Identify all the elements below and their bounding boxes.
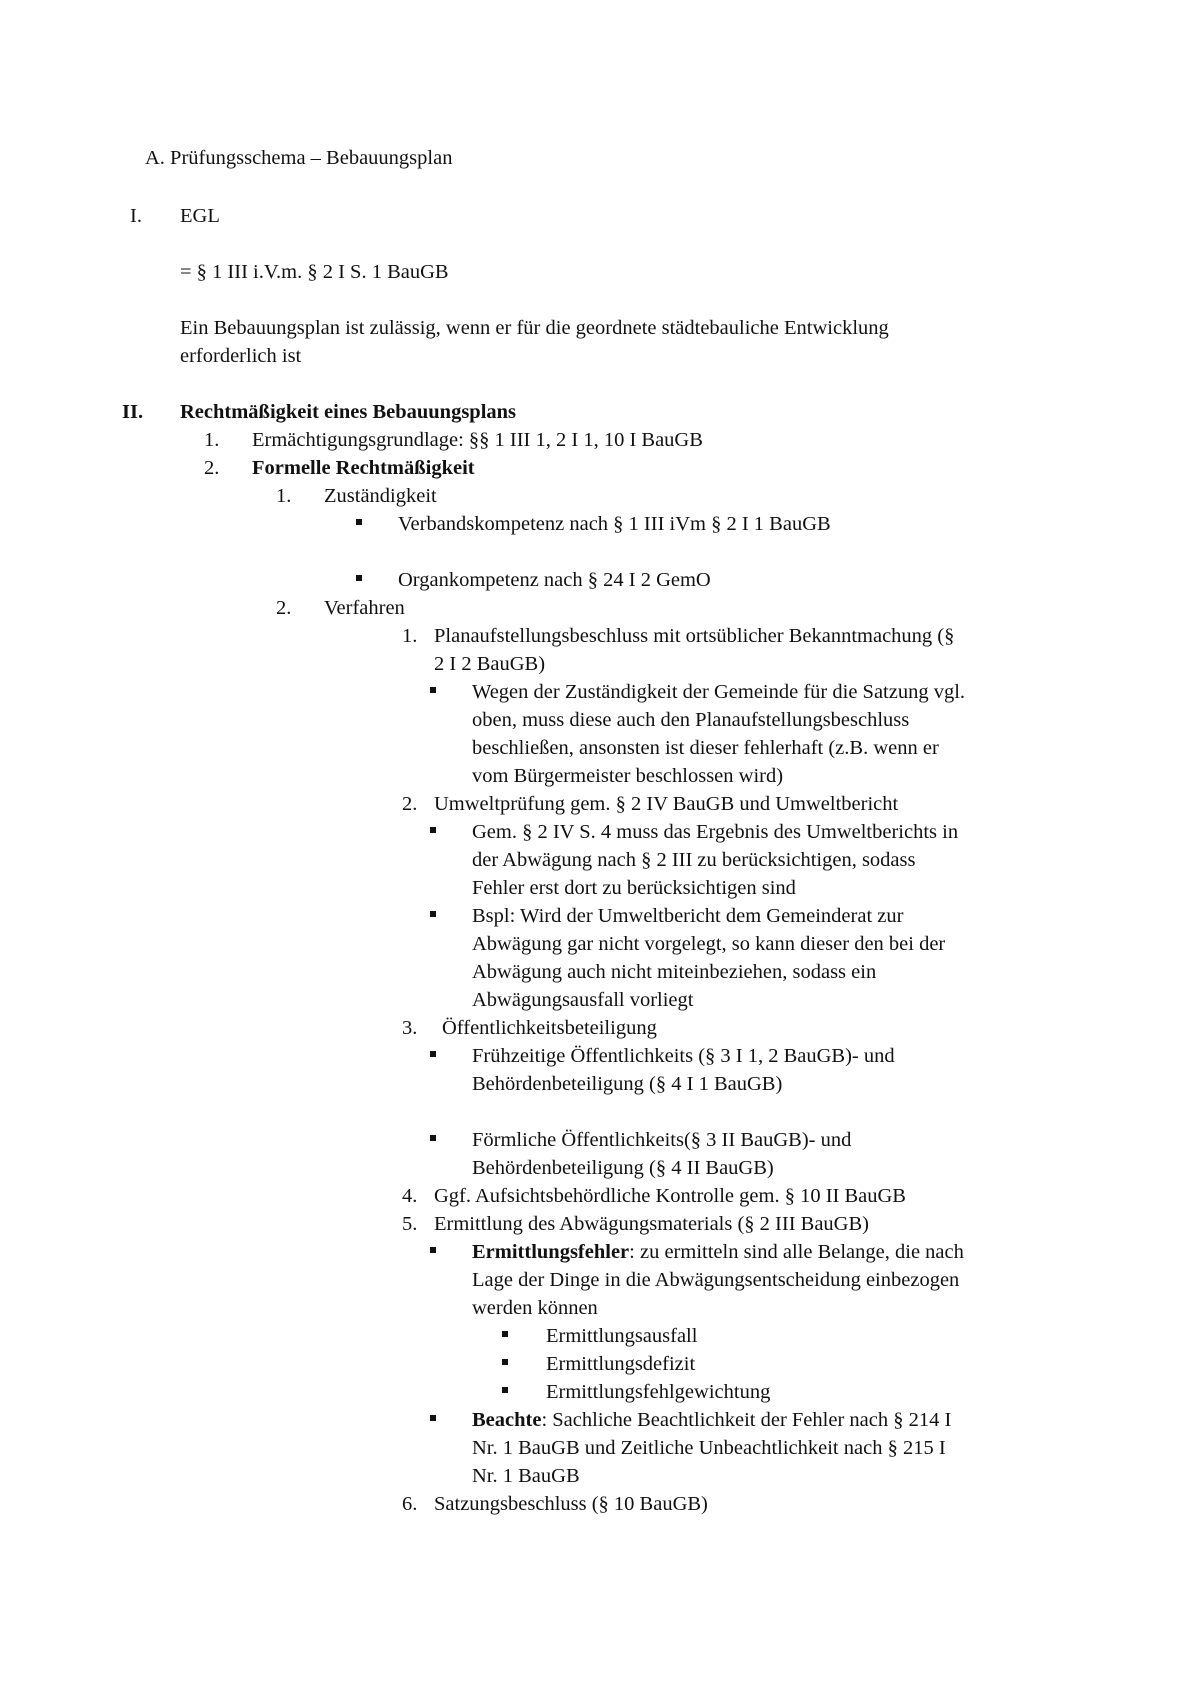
section-1-text-line: Ein Bebauungsplan ist zulässig, wenn er für die geordnete städtebauliche Entwicklung xyxy=(180,317,889,339)
step-1-bullet-line: beschließen, ansonsten ist dieser fehlerhaft (z.B. wenn er xyxy=(472,737,939,759)
step-2-bullet-line: Gem. § 2 IV S. 4 muss das Ergebnis des Umweltberichts in xyxy=(472,821,959,843)
step-1-text: 2 I 2 BauGB) xyxy=(434,653,546,675)
section-1-formula: = § 1 III i.V.m. § 2 I S. 1 BauGB xyxy=(180,261,449,283)
step-3-number: 3. xyxy=(402,1017,418,1039)
step-5-bullet-line xyxy=(472,1408,951,1432)
step-2-bullet-line: Fehler erst dort zu berücksichtigen sind xyxy=(472,877,796,899)
sub-1-number: 1. xyxy=(276,485,292,507)
step-5-number: 5. xyxy=(402,1213,418,1235)
step-1-bullet-line: oben, muss diese auch den Planaufstellungsbeschluss xyxy=(472,709,910,731)
subbullet-ermittlungsausfall: Ermittlungsausfall xyxy=(546,1325,698,1347)
step-5-bullet-line: Nr. 1 BauGB xyxy=(472,1465,580,1487)
beachte-text: : Sachliche Beachtlichkeit der Fehler nach § 214 I xyxy=(541,1409,952,1431)
step-6-number: 6. xyxy=(402,1493,418,1515)
bullet-icon xyxy=(356,575,362,581)
step-2-bullet-line: Abwägung auch nicht miteinbeziehen, sodass ein xyxy=(472,961,877,983)
sub-1-heading: Zuständigkeit xyxy=(324,485,437,507)
document-title: A. Prüfungsschema – Bebauungsplan xyxy=(145,147,453,169)
bullet-icon xyxy=(356,519,362,525)
section-2-heading: Rechtmäßigkeit eines Bebauungsplans xyxy=(180,401,517,423)
bullet-icon xyxy=(502,1359,508,1365)
step-4-number: 4. xyxy=(402,1185,418,1207)
step-5-bullet-line: Nr. 1 BauGB und Zeitliche Unbeachtlichkeit nach § 215 I xyxy=(472,1437,946,1459)
item-1-number: 1. xyxy=(204,429,220,451)
step-3-bullet-line: Behördenbeteiligung (§ 4 II BauGB) xyxy=(472,1157,774,1179)
bullet-icon xyxy=(430,1415,436,1421)
step-2-text: Umweltprüfung gem. § 2 IV BauGB und Umweltbericht xyxy=(434,793,899,815)
bullet-icon xyxy=(430,1247,436,1253)
beachte-label: Beachte xyxy=(472,1409,542,1431)
step-2-bullet-line: Abwägungsausfall vorliegt xyxy=(472,989,694,1011)
step-4-text: Ggf. Aufsichtsbehördliche Kontrolle gem. § 10 II BauGB xyxy=(434,1185,906,1207)
subbullet-ermittlungsfehlgewichtung: Ermittlungsfehlgewichtung xyxy=(546,1381,771,1403)
bullet-icon xyxy=(430,911,436,917)
section-1-number: I. xyxy=(130,205,142,227)
bullet-icon xyxy=(502,1331,508,1337)
ermittlungsfehler-text: : zu ermitteln sind alle Belange, die nach xyxy=(629,1241,964,1263)
step-6-text: Satzungsbeschluss (§ 10 BauGB) xyxy=(434,1493,708,1515)
bullet-icon xyxy=(430,1135,436,1141)
sub-2-number: 2. xyxy=(276,597,292,619)
step-1-text: Planaufstellungsbeschluss mit ortsüblicher Bekanntmachung (§ xyxy=(434,625,955,647)
step-5-bullet-line xyxy=(472,1240,964,1264)
step-3-bullet-line: Förmliche Öffentlichkeits(§ 3 II BauGB)- und xyxy=(472,1129,852,1151)
step-1-bullet-line: vom Bürgermeister beschlossen wird) xyxy=(472,765,784,787)
bullet-verbandskompetenz: Verbandskompetenz nach § 1 III iVm § 2 I 1 BauGB xyxy=(398,513,831,535)
bullet-organkompetenz: Organkompetenz nach § 24 I 2 GemO xyxy=(398,569,711,591)
sub-2-heading: Verfahren xyxy=(324,597,405,619)
section-2-number: II. xyxy=(122,401,144,423)
section-1-heading: EGL xyxy=(180,205,220,227)
step-2-bullet-line: Bspl: Wird der Umweltbericht dem Gemeinderat zur xyxy=(472,905,904,927)
item-1-text: Ermächtigungsgrundlage: §§ 1 III 1, 2 I 1, 10 I BauGB xyxy=(252,429,703,451)
item-2-number: 2. xyxy=(204,457,220,479)
bullet-icon xyxy=(502,1387,508,1393)
step-2-number: 2. xyxy=(402,793,418,815)
step-1-bullet-line: Wegen der Zuständigkeit der Gemeinde für die Satzung vgl. xyxy=(472,681,966,703)
item-2-heading: Formelle Rechtmäßigkeit xyxy=(252,457,475,479)
step-3-text: Öffentlichkeitsbeteiligung xyxy=(442,1017,657,1039)
step-3-bullet-line: Behördenbeteiligung (§ 4 I 1 BauGB) xyxy=(472,1073,783,1095)
ermittlungsfehler-label: Ermittlungsfehler xyxy=(472,1241,630,1263)
bullet-icon xyxy=(430,687,436,693)
step-2-bullet-line: Abwägung gar nicht vorgelegt, so kann dieser den bei der xyxy=(472,933,946,955)
section-1-text-line: erforderlich ist xyxy=(180,345,302,367)
bullet-icon xyxy=(430,1051,436,1057)
step-3-bullet-line: Frühzeitige Öffentlichkeits (§ 3 I 1, 2 BauGB)- und xyxy=(472,1045,895,1067)
step-5-bullet-line: Lage der Dinge in die Abwägungsentscheidung einbezogen xyxy=(472,1269,960,1291)
step-1-number: 1. xyxy=(402,625,418,647)
bullet-icon xyxy=(430,827,436,833)
step-5-bullet-line: werden können xyxy=(472,1297,598,1319)
step-5-text: Ermittlung des Abwägungsmaterials (§ 2 III BauGB) xyxy=(434,1213,869,1235)
subbullet-ermittlungsdefizit: Ermittlungsdefizit xyxy=(546,1353,696,1375)
step-2-bullet-line: der Abwägung nach § 2 III zu berücksichtigen, sodass xyxy=(472,849,916,871)
